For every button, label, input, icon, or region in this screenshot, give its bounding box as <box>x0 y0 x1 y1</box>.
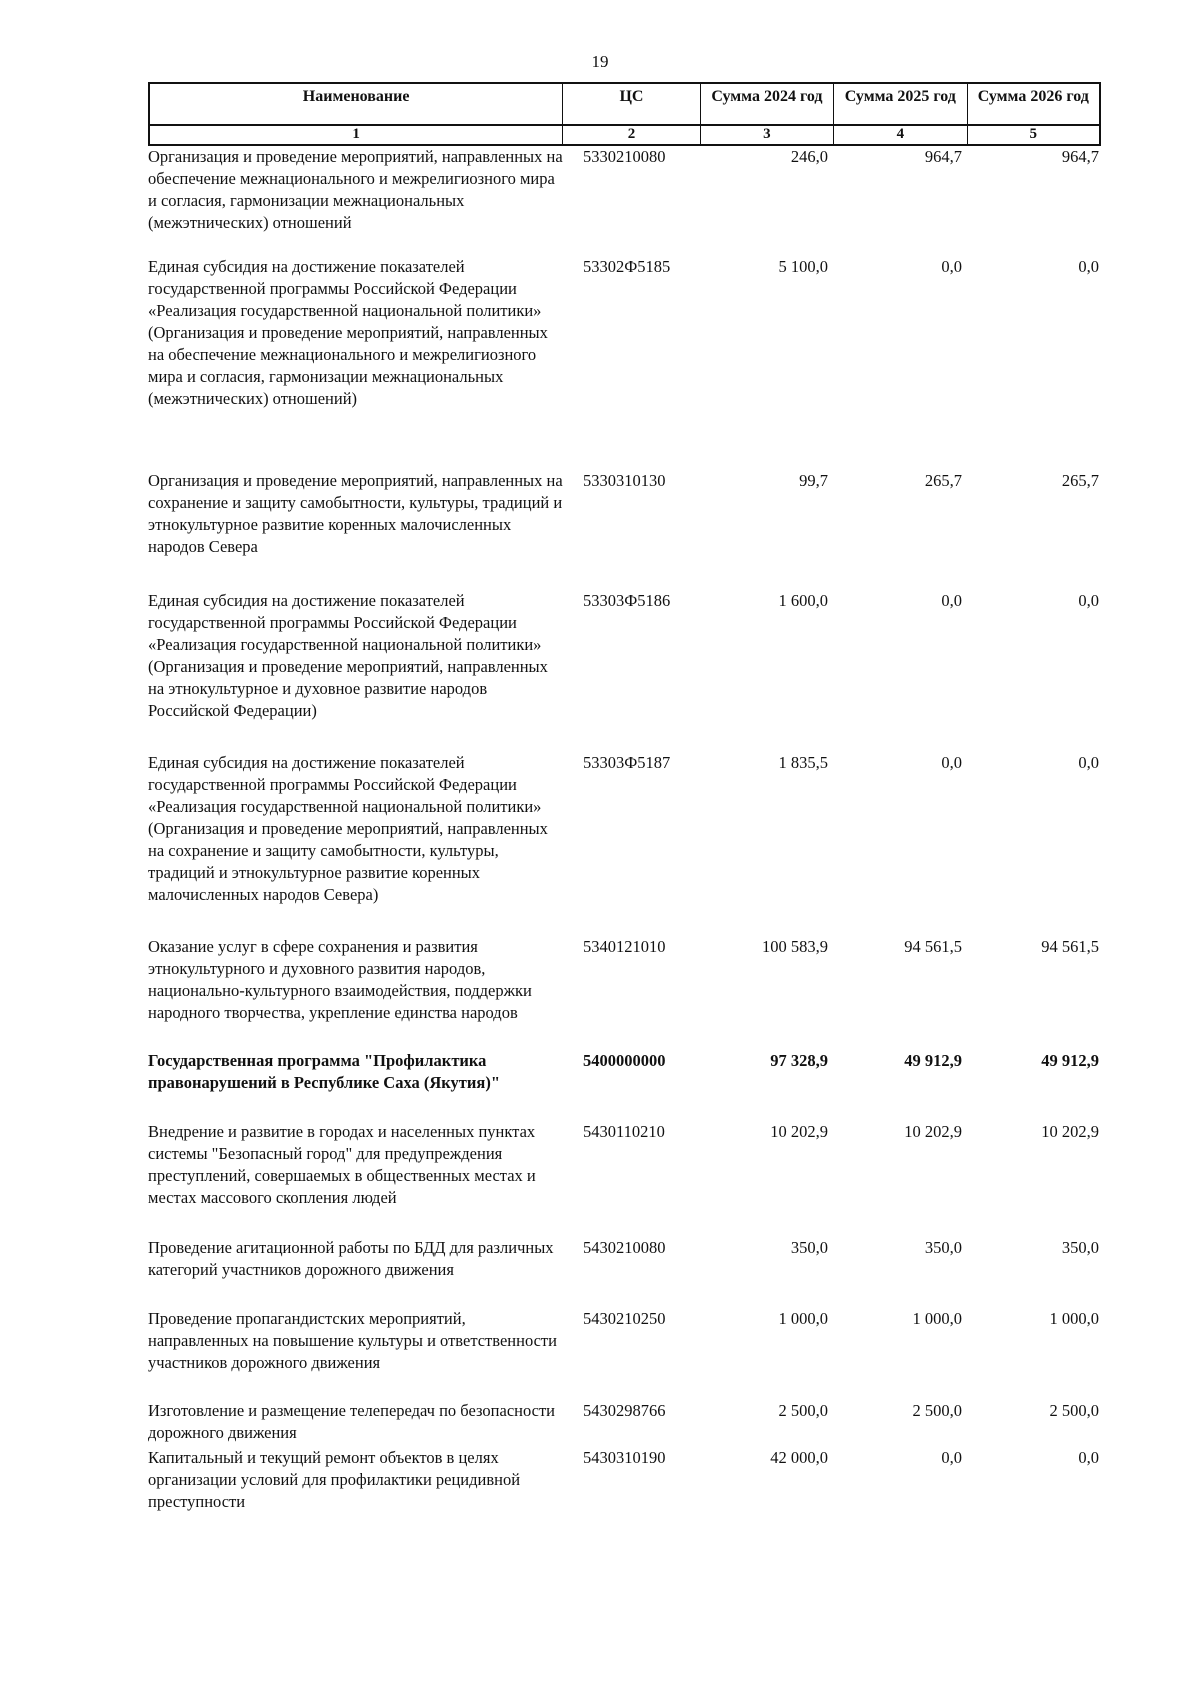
row-code: 5430210080 <box>583 1238 666 1257</box>
row-name: Государственная программа "Профилактика правонарушений в Республике Саха (Якутия)" <box>148 1051 500 1092</box>
header-number: 2 <box>563 126 700 144</box>
row-sum-2024: 246,0 <box>790 147 828 166</box>
row-name: Единая субсидия на достижение показателей государственной программы Российской Федерации «Реализация государственной национальной политики» (Организация и проведение мероприятий, направленных на обеспечение межнационального и межрелигиозного мира и согласия, гармонизации межнациональных (межэтнических) отношений) <box>148 257 548 408</box>
row-sum-2026: 49 912,9 <box>1041 1051 1099 1070</box>
row-sum-2026: 2 500,0 <box>1049 1401 1099 1420</box>
row-sum-2025: 0,0 <box>941 753 962 772</box>
row-sum-2024: 97 328,9 <box>770 1051 828 1070</box>
row-code: 5430310190 <box>583 1448 666 1467</box>
header-sum-2026: Сумма 2026 год <box>977 88 1089 105</box>
header-sum-2025: Сумма 2025 год <box>834 84 967 124</box>
row-sum-2026: 964,7 <box>1061 147 1099 166</box>
row-name: Организация и проведение мероприятий, направленных на сохранение и защиту самобытности, культуры, традиций и этнокультурное развитие коренных малочисленных народов Севера <box>148 471 563 556</box>
header-number: 4 <box>834 126 967 144</box>
row-sum-2026: 0,0 <box>1078 1448 1099 1467</box>
header-sum-2024: Сумма 2024 год <box>701 84 834 124</box>
row-sum-2026: 0,0 <box>1078 591 1099 610</box>
row-name: Оказание услуг в сфере сохранения и развития этнокультурного и духовного развития народов, национально-культурного взаимодействия, поддержки народного творчества, укрепление единства народов <box>148 937 532 1022</box>
row-name: Единая субсидия на достижение показателей государственной программы Российской Федерации «Реализация государственной национальной политики» (Организация и проведение мероприятий, направленных на этнокультурное и духовное развитие народов Российской Федерации) <box>148 591 548 720</box>
row-code: 5400000000 <box>583 1051 666 1070</box>
header-numbers-row <box>150 126 1099 144</box>
row-sum-2026: 0,0 <box>1078 257 1099 276</box>
row-code: 53302Ф5185 <box>583 257 671 276</box>
row-sum-2025: 0,0 <box>941 257 962 276</box>
row-code: 5430210250 <box>583 1309 666 1328</box>
row-sum-2025: 0,0 <box>941 1448 962 1467</box>
row-sum-2026: 94 561,5 <box>1041 937 1099 956</box>
row-name: Организация и проведение мероприятий, направленных на обеспечение межнационального и межрелигиозного мира и согласия, гармонизации межнациональных (межэтнических) отношений <box>148 147 563 232</box>
row-sum-2024: 10 202,9 <box>770 1122 828 1141</box>
row-sum-2026: 10 202,9 <box>1041 1122 1099 1141</box>
row-sum-2025: 2 500,0 <box>912 1401 962 1420</box>
header-titles-row <box>150 84 1099 126</box>
row-code: 53303Ф5186 <box>583 591 671 610</box>
row-sum-2024: 100 583,9 <box>762 937 828 956</box>
row-sum-2024: 1 000,0 <box>778 1309 828 1328</box>
row-sum-2025: 49 912,9 <box>904 1051 962 1070</box>
row-sum-2026: 265,7 <box>1061 471 1099 490</box>
row-name: Капитальный и текущий ремонт объектов в целях организации условий для профилактики рецидивной преступности <box>148 1448 521 1511</box>
row-sum-2026: 350,0 <box>1061 1238 1099 1257</box>
row-code: 53303Ф5187 <box>583 753 671 772</box>
page-number: 19 <box>591 52 609 71</box>
row-code: 5330310130 <box>583 471 666 490</box>
row-name: Внедрение и развитие в городах и населенных пунктах системы "Безопасный город" для предупреждения преступлений, совершаемых в общественных местах и местах массового скопления людей <box>148 1122 536 1207</box>
row-sum-2025: 94 561,5 <box>904 937 962 956</box>
header-name: Наименование <box>150 84 563 124</box>
row-sum-2024: 1 600,0 <box>778 591 828 610</box>
header-number: 3 <box>701 126 834 144</box>
row-sum-2025: 350,0 <box>924 1238 962 1257</box>
row-sum-2025: 0,0 <box>941 591 962 610</box>
row-code: 5430298766 <box>583 1401 666 1420</box>
row-name: Единая субсидия на достижение показателей государственной программы Российской Федерации «Реализация государственной национальной политики» (Организация и проведение мероприятий, направленных на сохранение и защиту самобытности, культуры, традиций и этнокультурное развитие коренных малочисленных народов Севера) <box>148 753 548 904</box>
row-sum-2024: 2 500,0 <box>778 1401 828 1420</box>
header-code: ЦС <box>563 84 700 124</box>
header-number: 1 <box>150 126 563 144</box>
row-sum-2024: 5 100,0 <box>778 257 828 276</box>
row-sum-2025: 1 000,0 <box>912 1309 962 1328</box>
row-sum-2024: 42 000,0 <box>770 1448 828 1467</box>
row-sum-2025: 265,7 <box>924 471 962 490</box>
row-sum-2024: 99,7 <box>799 471 828 490</box>
row-sum-2024: 1 835,5 <box>778 753 828 772</box>
row-sum-2025: 10 202,9 <box>904 1122 962 1141</box>
row-sum-2026: 1 000,0 <box>1049 1309 1099 1328</box>
row-name: Проведение агитационной работы по БДД для различных категорий участников дорожного движения <box>148 1238 554 1279</box>
row-code: 5340121010 <box>583 937 666 956</box>
table-header <box>148 82 1101 146</box>
row-sum-2024: 350,0 <box>790 1238 828 1257</box>
row-code: 5330210080 <box>583 147 666 166</box>
header-number: 5 <box>1029 126 1038 142</box>
row-name: Проведение пропагандистских мероприятий, направленных на повышение культуры и ответственности участников дорожного движения <box>148 1309 557 1372</box>
row-code: 5430110210 <box>583 1122 665 1141</box>
row-sum-2026: 0,0 <box>1078 753 1099 772</box>
row-sum-2025: 964,7 <box>924 147 962 166</box>
row-name: Изготовление и размещение телепередач по безопасности дорожного движения <box>148 1401 556 1442</box>
